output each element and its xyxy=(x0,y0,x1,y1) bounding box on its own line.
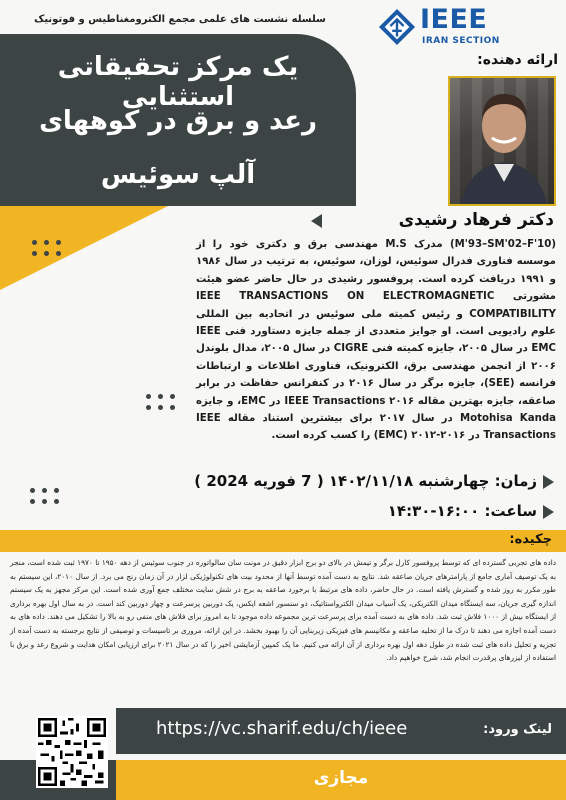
time-row xyxy=(388,502,554,520)
dots-decoration-3 xyxy=(30,488,60,504)
ieee-logo-text: IEEE xyxy=(420,4,488,35)
abstract-label: چکیده: xyxy=(509,532,552,547)
ieee-diamond-icon xyxy=(378,8,416,46)
presenter-label: ارائه دهنده: xyxy=(477,52,558,68)
abstract-header-bar xyxy=(0,530,566,552)
name-arrow-icon xyxy=(311,214,322,228)
presenter-name: دکتر فرهاد رشیدی xyxy=(398,210,554,230)
date-value: چهارشنبه ۱۴۰۲/۱۱/۱۸ ( 7 فوریه 2024 ) xyxy=(194,472,490,490)
qr-code-icon[interactable] xyxy=(36,716,108,788)
link-label: لینک ورود: xyxy=(483,722,552,737)
title-line-3: آلپ سوئیس xyxy=(100,160,256,190)
date-label: زمان: xyxy=(494,472,537,490)
mode-label: مجازی xyxy=(313,768,369,788)
dots-decoration-1 xyxy=(32,240,62,256)
ieee-logo xyxy=(378,6,508,50)
iran-section-text: IRAN SECTION xyxy=(422,36,500,46)
title-line-1: یک مرکز تحقیقاتی استثنایی xyxy=(57,52,299,112)
meeting-link[interactable]: https://vc.sharif.edu/ch/ieee xyxy=(156,718,408,739)
time-label: ساعت: xyxy=(484,502,537,520)
date-row xyxy=(194,472,554,490)
title-line-2: رعد و برق در کوههای xyxy=(39,106,317,136)
arrow-icon xyxy=(543,475,554,489)
title-panel xyxy=(0,34,356,206)
presenter-bio: (M'93–SM'02–F'10) مدرک M.S مهندسی برق و دکتری خود را از موسسه فناوری فدرال سوئیس، لوزان، سوئیس، به ترتیب در سال ۱۹۸۶ و ۱۹۹۱ دریافت کرده است. پروفسور رشیدی در حال حاضر عضو هیئت مشورتی IEEE TRANSACTIONS ON ELECTROMAGNETIC COMPATIBILITY و رئیس کمیته ملی سوئیس در اتحادیه بین المللی علوم رادیویی است. او جوایز متعددی از جمله جایزه دستاورد فنی IEEE EMC در سال ۲۰۰۵، جایزه کمیته فنی CIGRE در سال ۲۰۰۵، مدال بلوندل ۲۰۰۶ از انجمن مهندسی برق، الکترونیک، فناوری اطلاعات و ارتباطات فرانسه (SEE)، جایزه برگر در سال ۲۰۱۶ در کنفرانس حفاظت در برابر صاعقه، جایزه بهترین مقاله ۲۰۱۶ IEEE Transactions در EMC، و جایزه Motohisa Kanda در سال ۲۰۱۷ برای بیشترین استناد مقاله IEEE Transactions در ۲۰۱۶-۲۰۱۲ (EMC) را کسب کرده است. xyxy=(196,239,556,442)
time-value: ۱۶:۰۰-۱۴:۳۰ xyxy=(387,502,480,520)
presenter-photo xyxy=(448,76,556,206)
dots-decoration-2 xyxy=(146,394,176,410)
arrow-icon xyxy=(543,505,554,519)
series-title: سلسله نشست های علمی مجمع الکترومغناطیس و فوتونیک xyxy=(34,14,326,25)
abstract-text: داده های تجربی گسترده ای که توسط پروفسور کارل برگر و تیمش در بالای دو برج ابزار دقیق در مونت سان سالواتوره در جنوب سوئیس از دهه ۱۹۵۰ تا ۱۹۷۰ ثبت شده است، منجر به یک توصیف آماری جامع از پارامترهای جریان صاعقه شد. نتایج به دست آمده توسط آنها از محدود بیت های تکنولوژیکی لزار در آن زمان رنج می برد. از سال ۲۰۱۰، این سیستم به طور مکرر به روز شده و گسترش یافته است. در حال حاضر، داده های مرتبط با برخورد صاعقه به برج در شش سایت مختلف جمع آوری شده است. این مرکز مجهز به یک سیستم اندازه گیری جریان، سه ایستگاه میدان الکتریکی، یک آسیاب میدان الکترواستاتیک، دو سنسور اشعه ایکس، یک دوربین پرسرعت و چهار دوربین کند است. در به سال اول بهره برداری از ایستگاه بیش از ۱۰۰۰ فلاش ثبت شد. داده های به دست آمده برای پرسرعت ترین مجموعه داده موجود تا به امروز برای فلاش های منفی رو به بالا را تشکیل می دهند. داده های به دست آمده اجازه می دهند تا درک ما از تخلیه صاعقه و مکانیسم های فیزیکی زیربنایی آن را بهبود بخشد. در این ارائه، مروری بر تاسیسات و توصیفی از نتایج برجسته به دست آمده از تجزیه و تحلیل داده های ثبت شده در طول دهه اول بهره برداری از آن ارائه می کنیم. ما یک کمپین آزمایشی اخیر را که در سال ۲۰۲۱ برای ارزیابی امکان هدایت و شروع رعد و برق با استفاده از لیزرهای پرقدرت انجام شد، شرح خواهیم داد. xyxy=(10,558,557,663)
